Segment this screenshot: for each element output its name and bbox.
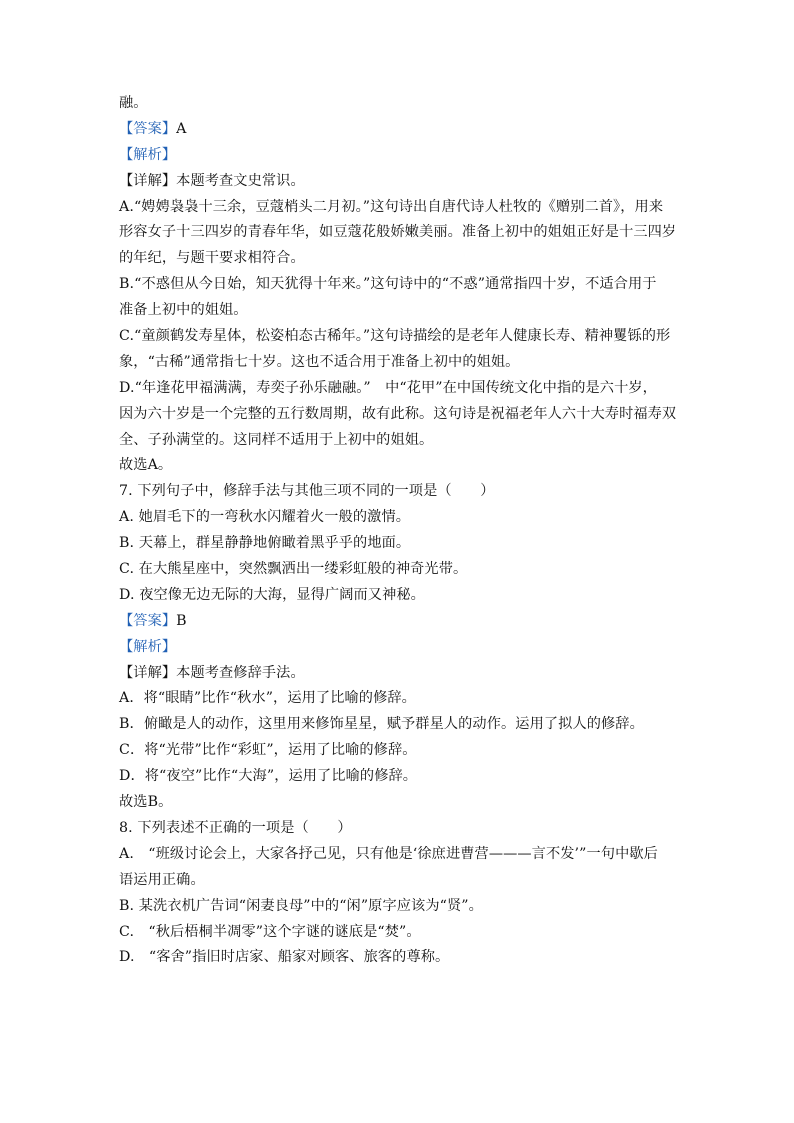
text-line [119, 298, 679, 324]
line-text: 8. 下列表述不正确的一项是（ ） [119, 819, 352, 836]
text-line [119, 661, 679, 687]
line-text: B.“不惑但从今日始，知天犹得十年来。”这句诗中的“不惑”通常指四十岁，不适合用于 [119, 276, 657, 293]
option-line [119, 920, 679, 946]
line-text: D.“年逢花甲福满满，寿奕子孙乐融融。” 中“花甲”在中国传统文化中指的是六十岁， [119, 379, 657, 396]
line-text: 故选A。 [119, 457, 173, 474]
text-line [119, 91, 679, 117]
option-line [119, 842, 679, 868]
option-line [119, 945, 679, 971]
text-line [119, 376, 679, 402]
analysis-tag: 【解析】 [119, 146, 177, 163]
line-text: C. “秋后梧桐半凋零”这个字谜的谜底是“焚”。 [119, 923, 421, 940]
text-line [119, 453, 679, 479]
option-line [119, 583, 679, 609]
line-text: 的年纪，与题干要求相符合。 [119, 250, 305, 267]
text-line [119, 195, 679, 221]
option-line [119, 505, 679, 531]
text-line [119, 712, 679, 738]
text-line [119, 402, 679, 428]
line-text: A. “班级讨论会上，大家各抒己见，只有他是‘徐庶进曹营———言不发’”一句中歇后 [119, 845, 658, 862]
line-text: 故选B。 [119, 794, 173, 811]
line-text: 语运用正确。 [119, 871, 205, 888]
text-line [119, 428, 679, 454]
line-text: 7. 下列句子中，修辞手法与其他三项不同的一项是（ ） [119, 483, 495, 500]
question-stem [119, 816, 679, 842]
line-text: 象，“古稀”通常指七十岁。这也不适合用于准备上初中的姐姐。 [119, 353, 520, 370]
option-line [119, 894, 679, 920]
text-line [119, 246, 679, 272]
analysis-heading [119, 635, 679, 661]
line-text: B．俯瞰是人的动作，这里用来修饰星星，赋予群星人的动作。运用了拟人的修辞。 [119, 716, 644, 733]
line-text: 全、子孙满堂的。这同样不适用于上初中的姐姐。 [119, 431, 434, 448]
text-line [119, 790, 679, 816]
document-page [119, 91, 679, 971]
analysis-tag: 【解析】 [119, 638, 177, 655]
line-text: 【详解】本题考查修辞手法。 [119, 664, 305, 681]
text-line [119, 220, 679, 246]
line-text: 准备上初中的姐姐。 [119, 302, 248, 319]
line-text: A．将“眼睛”比作“秋水”，运用了比喻的修辞。 [119, 690, 416, 707]
line-text: C. 在大熊星座中，突然飘洒出一缕彩虹般的神奇光带。 [119, 561, 468, 578]
line-text: 融。 [119, 95, 148, 111]
answer-line [119, 117, 679, 143]
line-text: 因为六十岁是一个完整的五行数周期，故有此称。这句诗是祝福老年人六十大寿时福寿双 [119, 405, 677, 422]
line-text: C.“童颜鹤发寿星体，松姿柏态古稀年。”这句诗描绘的是老年人健康长寿、精神矍铄的形 [119, 328, 671, 345]
text-line [119, 272, 679, 298]
line-text: 【详解】本题考查文史常识。 [119, 172, 305, 189]
line-text: D. “客舍”指旧时店家、船家对顾客、旅客的尊称。 [119, 949, 450, 966]
line-text: A.“娉娉袅袅十三余，豆蔻梢头二月初。”这句诗出自唐代诗人杜牧的《赠别二首》，用来 [119, 198, 664, 215]
answer-tag: 【答案】 [119, 612, 177, 629]
text-line [119, 169, 679, 195]
option-line [119, 868, 679, 894]
line-text: 形容女子十三四岁的青春年华，如豆蔻花般娇嫩美丽。准备上初中的姐姐正好是十三四岁 [119, 224, 677, 241]
answer-line [119, 609, 679, 635]
line-text: D．将“夜空”比作“大海”，运用了比喻的修辞。 [119, 768, 418, 785]
answer-tag: 【答案】 [119, 120, 177, 137]
text-line [119, 350, 679, 376]
text-line [119, 686, 679, 712]
line-text: A. 她眉毛下的一弯秋水闪耀着火一般的激情。 [119, 509, 411, 526]
text-line [119, 324, 679, 350]
text-line [119, 738, 679, 764]
line-text: C．将“光带”比作“彩虹”，运用了比喻的修辞。 [119, 742, 417, 759]
option-line [119, 557, 679, 583]
analysis-heading [119, 143, 679, 169]
line-text: D. 夜空像无边无际的大海，显得广阔而又神秘。 [119, 586, 425, 603]
question-stem [119, 479, 679, 505]
text-line [119, 764, 679, 790]
answer-value: B [176, 612, 187, 629]
option-line [119, 531, 679, 557]
line-text: B. 天幕上，群星静静地俯瞰着黑乎乎的地面。 [119, 535, 411, 552]
answer-value: A [176, 120, 187, 137]
line-text: B. 某洗衣机广告词“闲妻良母”中的“闲”原字应该为“贤”。 [119, 897, 483, 914]
